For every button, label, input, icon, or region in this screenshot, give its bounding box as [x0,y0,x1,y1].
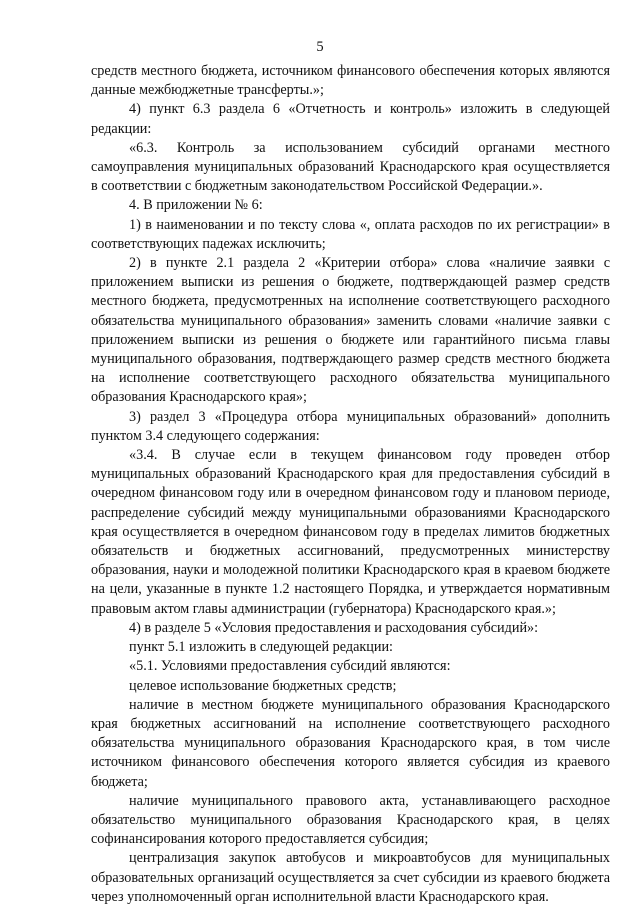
paragraph-quote-3-4: «3.4. В случае если в текущем финансовом году проведен отбор муниципальных образований Краснодарского края для предоставления субсидий в очередном финансовом году или в очередном финансовом году и плановом периоде, распределение субсидий между муниципальными образованиями Краснодарского края осуществляется в очередном финансовом году в пределах лимитов бюджетных обязательств и бюджетных ассигнований, предусмотренных министерству образования, науки и молодежной политики Краснодарского края в краевом бюджете на цели, указанные в пункте 1.2 настоящего Порядка, и утверждается нормативным правовым актом главы администрации (губернатора) Краснодарского края.»; [91,447,610,617]
paragraph-appendix-6-heading: 4. В приложении № 6: [129,197,263,214]
paragraph-item-4-section-5: 4) в разделе 5 «Условия предоставления и расходования субсидий»: [129,619,539,636]
paragraph-item-1: 1) в наименовании и по тексту слова «, оплата расходов по их регистрации» в соответствующих падежах исключить; [91,216,610,252]
paragraph-item-3: 3) раздел 3 «Процедура отбора муниципальных образований» дополнить пунктом 3.4 следующего содержания: [91,408,610,444]
paragraph-continuation: средств местного бюджета, источником финансового обеспечения которых являются данные межбюджетные трансферты.»; [91,63,610,99]
paragraph-condition-3: наличие муниципального правового акта, устанавливающего расходное обязательство муниципального образования Краснодарского края, в целях софинансирования которого предоставляется субсидия; [91,792,610,848]
paragraph-quote-5-1: «5.1. Условиями предоставления субсидий являются: [129,658,451,675]
paragraph-quote-6-3: «6.3. Контроль за использованием субсидий органами местного самоуправления муниципальных образований Краснодарского края осуществляется в соответствии с бюджетным законодательством Российской Федерации.». [91,139,610,195]
page-number: 5 [316,39,324,55]
paragraph-item-4-reporting: 4) пункт 6.3 раздела 6 «Отчетность и контроль» изложить в следующей редакции: [91,101,610,137]
paragraph-condition-4: централизация закупок автобусов и микроавтобусов для муниципальных образовательных организаций осуществляется за счет субсидии из краевого бюджета через уполномоченный орган исполнительной власти Краснодарского края. [91,850,610,905]
paragraph-condition-2: наличие в местном бюджете муниципального образования Краснодарского края бюджетных ассигнований на исполнение соответствующего расходного обязательства муниципального образования Краснодарского края, в том числе источником финансового обеспечения которого является субсидия из краевого бюджета; [91,696,610,790]
document-body [91,62,610,907]
paragraph-point-5-1: пункт 5.1 изложить в следующей редакции: [129,639,393,656]
paragraph-item-2: 2) в пункте 2.1 раздела 2 «Критерии отбора» слова «наличие заявки с приложением выписки из решения о бюджете, подтверждающей размер средств местного бюджета, предусмотренных на исполнение соответствующего расходного обязательства муниципального образования» заменить словами «наличие заявки с приложением выписки из решения о бюджете или гарантийного письма главы муниципального образования, подтверждающего размер средств местного бюджета на исполнение соответствующего расходного обязательства муниципального образования Краснодарского края»; [91,255,610,406]
paragraph-condition-1: целевое использование бюджетных средств; [129,677,397,694]
